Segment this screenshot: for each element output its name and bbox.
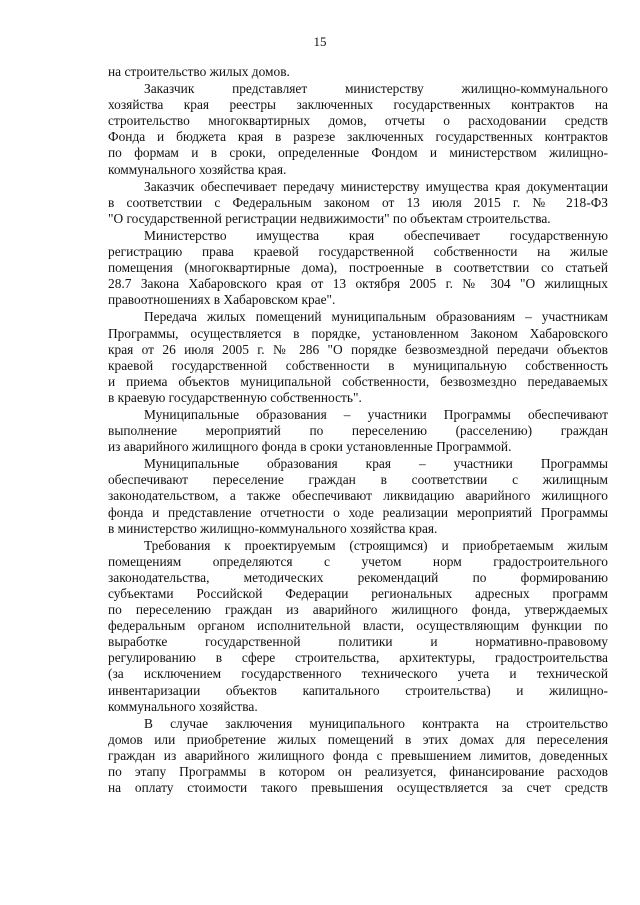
text-line: регистрацию права краевой государственной собственности на жилые (108, 244, 608, 260)
text-line: правоотношениях в Хабаровском крае". (108, 292, 336, 308)
text-line: из аварийного жилищного фонда в сроки установленные Программой. (108, 439, 512, 455)
text-line: выполнение мероприятий по переселению (расселению) граждан (108, 423, 608, 439)
text-line: Муниципальные образования края – участники Программы (144, 456, 608, 472)
text-line: по переселению граждан из аварийного жилищного фонда, утверждаемых (108, 602, 608, 618)
text-line: строительство многоквартирных домов, отчеты о расходовании средств (108, 113, 608, 129)
text-line: обеспечивают переселение граждан в соответствии с жилищным (108, 472, 608, 488)
text-line: Фонда и бюджета края в разрезе заключенных государственных контрактов (108, 129, 608, 145)
text-line: края от 26 июля 2005 г. № 286 "О порядке безвозмездной передачи объектов (108, 341, 608, 357)
text-line: домов или приобретение жилых помещений в этих домах для переселения (108, 731, 608, 747)
page-number: 15 (313, 34, 327, 49)
text-line: на оплату стоимости такого превышения осуществляется за счет средств (108, 780, 608, 796)
text-line: в министерство жилищно-коммунального хозяйства края. (108, 520, 438, 536)
text-line: помещениям определяются с учетом норм градостроительного (108, 553, 608, 569)
paragraph (108, 64, 608, 80)
paragraph (108, 309, 608, 406)
text-line: в краевую государственную собственность". (108, 389, 362, 405)
text-line: фонда и представление отчетности о ходе реализации мероприятий Программы (108, 504, 608, 520)
text-line: инвентаризации объектов капитального строительства) и жилищно- (108, 682, 608, 698)
text-line: на строительство жилых домов. (108, 64, 290, 79)
text-line: регулированию в сфере строительства, архитектуры, градостроительства (108, 650, 608, 666)
text-line: по формам и в сроки, определенные Фондом и министерством жилищно- (108, 145, 608, 161)
text-line: Заказчик обеспечивает передачу министерству имущества края документации (144, 178, 608, 194)
text-line: Муниципальные образования – участники Программы обеспечивают (144, 406, 608, 422)
text-line: в соответствии с Федеральным законом от 13 июля 2015 г. № 218-ФЗ (108, 194, 608, 210)
text-line: по этапу Программы в котором он реализуется, финансирование расходов (108, 764, 608, 780)
text-line: граждан из аварийного жилищного фонда с превышением лимитов, доведенных (108, 747, 608, 763)
text-line: и приема объектов муниципальной собственности, безвозмездно передаваемых (108, 373, 608, 389)
document-body (108, 64, 608, 797)
paragraph (108, 538, 608, 715)
text-line: федеральным органом исполнительной власти, осуществляющим функции по (108, 618, 608, 634)
paragraph (108, 407, 608, 455)
text-line: Программы, осуществляется в порядке, установленном Законом Хабаровского (108, 325, 608, 341)
text-line: Министерство имущества края обеспечивает государственную (144, 227, 608, 243)
text-line: Передача жилых помещений муниципальным образованиям – участникам (144, 309, 608, 325)
text-line: краевой государственной собственности в муниципальную собственность (108, 357, 608, 373)
text-line: Заказчик представляет министерству жилищно-коммунального (144, 81, 608, 97)
text-line: В случае заключения муниципального контракта на строительство (144, 715, 608, 731)
text-line: хозяйства края реестры заключенных государственных контрактов на (108, 97, 608, 113)
paragraph (108, 716, 608, 796)
paragraph (108, 81, 608, 178)
text-line: коммунального хозяйства. (108, 698, 258, 714)
text-line: помещения (многоквартирные дома), построенные в соответствии со статьей (108, 260, 608, 276)
text-line: субъектами Российской Федерации региональных адресных программ (108, 586, 608, 601)
paragraph (108, 179, 608, 227)
text-line: выработке государственной политики и нормативно-правовому (108, 634, 608, 650)
text-line: Требования к проектируемым (строящимся) и приобретаемым жилым (144, 537, 608, 553)
text-line: законодательством, а также обеспечивают ликвидацию аварийного жилищного (108, 488, 608, 504)
paragraph (108, 456, 608, 536)
text-line: коммунального хозяйства края. (108, 161, 287, 177)
text-line: законодательства, методических рекомендаций по формированию (108, 569, 608, 585)
text-line: (за исключением государственного технического учета и технической (108, 666, 608, 682)
paragraph (108, 228, 608, 308)
text-line: "О государственной регистрации недвижимости" по объектам строительства. (108, 210, 551, 226)
text-line: 28.7 Закона Хабаровского края от 13 октября 2005 г. № 304 "О жилищных (108, 276, 608, 292)
